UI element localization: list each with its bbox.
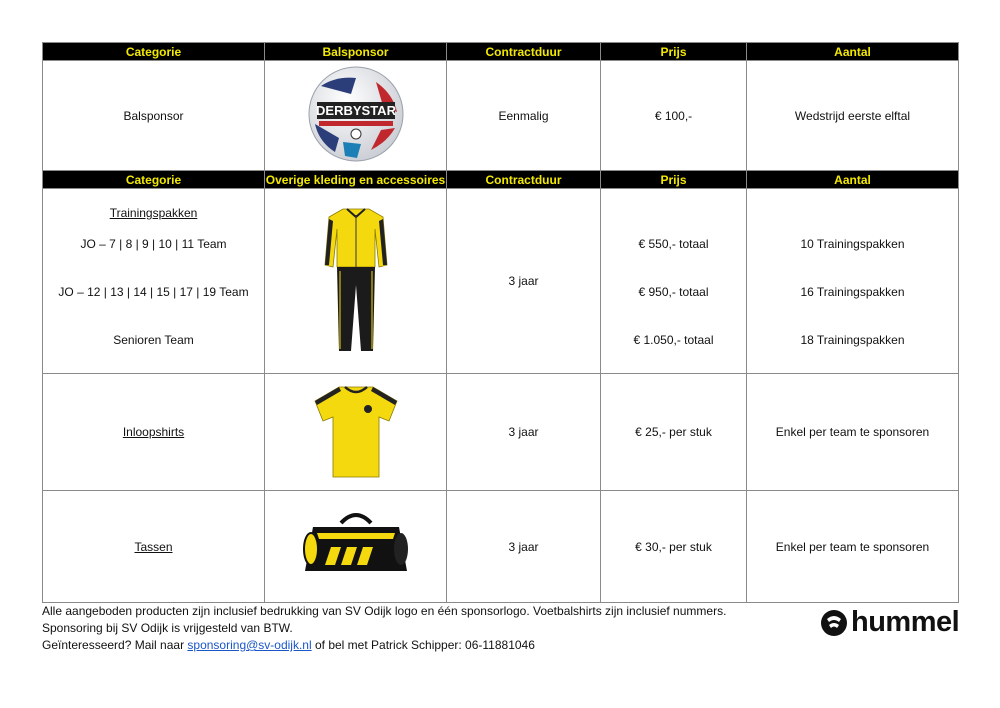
header-prijs-2: Prijs (601, 171, 747, 189)
training-group-1: JO – 7 | 8 | 9 | 10 | 11 Team (80, 237, 227, 251)
cell-quantity: Wedstrijd eerste elftal (747, 61, 959, 171)
training-quantity-1: 10 Trainingspakken (800, 237, 905, 251)
header-row-balsponsor (43, 43, 959, 61)
header-aantal: Aantal (747, 43, 959, 61)
training-group-3: Senioren Team (113, 333, 194, 347)
footer-line-2: Sponsoring bij SV Odijk is vrijgesteld van BTW. (42, 621, 293, 635)
header-contractduur: Contractduur (447, 43, 601, 61)
row-inloopshirts (43, 374, 959, 491)
cell-training-duration: 3 jaar (447, 189, 601, 374)
tracksuit-icon (321, 205, 391, 355)
cell-training-prices (601, 189, 747, 374)
training-price-3: € 1.050,- totaal (633, 333, 714, 347)
training-title: Trainingspakken (109, 206, 198, 220)
hummel-wordmark: hummel (851, 606, 960, 638)
cell-bags-price: € 30,- per stuk (601, 491, 747, 603)
header-balsponsor: Balsponsor (265, 43, 447, 61)
row-trainingspakken (43, 189, 959, 374)
cell-shirts-price: € 25,- per stuk (601, 374, 747, 491)
cell-image-tracksuit (265, 189, 447, 374)
header-overige-kleding: Overige kleding en accessoires (265, 172, 446, 187)
header-categorie-2: Categorie (43, 171, 265, 189)
cell-duration: Eenmalig (447, 61, 601, 171)
cell-shirts-duration: 3 jaar (447, 374, 601, 491)
sponsor-table (42, 42, 959, 603)
footer-line-3 (42, 637, 535, 654)
ball-brand-text: DERBYSTAR (315, 103, 396, 118)
hummel-bee-icon (820, 609, 848, 637)
training-group-2: JO – 12 | 13 | 14 | 15 | 17 | 19 Team (58, 285, 249, 299)
shirts-title: Inloopshirts (122, 425, 185, 439)
cell-image-shirt (265, 374, 447, 491)
derbystar-football-icon (301, 64, 411, 164)
footer-line-1: Alle aangeboden producten zijn inclusief bedrukking van SV Odijk logo en één sponsorlogo. Voetbalshirts zijn inclusief nummers. (42, 604, 727, 618)
row-tassen (43, 491, 959, 603)
cell-image-ball (265, 61, 447, 171)
sponsor-sheet (42, 42, 958, 603)
header-contractduur-2: Contractduur (447, 171, 601, 189)
training-quantity-2: 16 Trainingspakken (800, 285, 905, 299)
row-balsponsor (43, 61, 959, 171)
sports-bag-icon (301, 505, 411, 585)
cell-image-bag (265, 491, 447, 603)
cell-shirts-quantity: Enkel per team te sponsoren (747, 374, 959, 491)
cell-training-quantities (747, 189, 959, 374)
training-price-2: € 950,- totaal (638, 285, 709, 299)
hummel-logo (820, 606, 959, 639)
header-categorie: Categorie (43, 43, 265, 61)
header-aantal-2: Aantal (747, 171, 959, 189)
training-quantity-3: 18 Trainingspakken (800, 333, 905, 347)
header-prijs: Prijs (601, 43, 747, 61)
cell-shirts-category (43, 374, 265, 491)
footer-line-3-after: of bel met Patrick Schipper: 06-11881046 (311, 638, 535, 652)
cell-bags-category (43, 491, 265, 603)
email-link[interactable]: sponsoring@sv-odijk.nl (187, 638, 312, 652)
cell-bags-quantity: Enkel per team te sponsoren (747, 491, 959, 603)
header-row-kleding (43, 171, 959, 189)
cell-training-categories (43, 189, 265, 374)
cell-category: Balsponsor (43, 61, 265, 171)
cell-price: € 100,- (601, 61, 747, 171)
yellow-shirt-icon (311, 381, 401, 481)
bags-title: Tassen (134, 539, 173, 554)
training-price-1: € 550,- totaal (638, 237, 709, 251)
cell-bags-duration: 3 jaar (447, 491, 601, 603)
footer-line-3-before: Geïnteresseerd? Mail naar (42, 638, 188, 652)
